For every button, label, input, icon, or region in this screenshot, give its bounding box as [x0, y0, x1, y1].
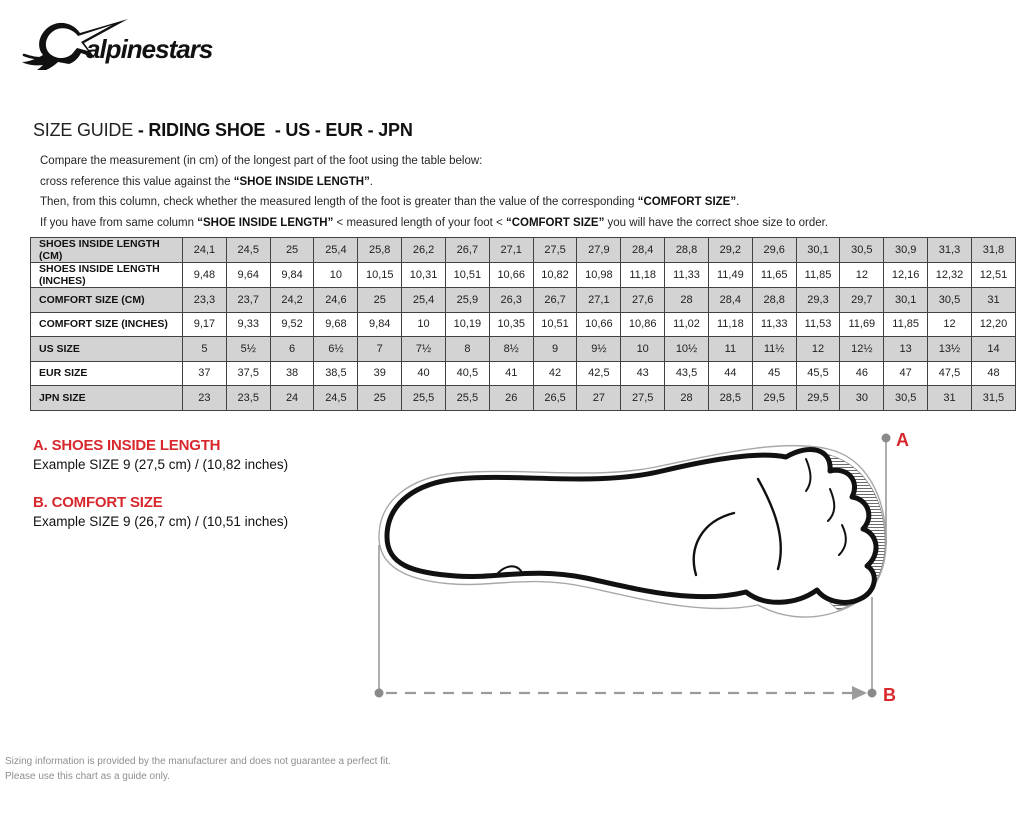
size-cell: 10,35: [489, 312, 533, 337]
row-label: COMFORT SIZE (CM): [31, 288, 183, 313]
size-cell: 10,98: [577, 263, 621, 288]
marker-b-label: B: [883, 685, 896, 705]
legend-a-title: A. SHOES INSIDE LENGTH: [33, 437, 221, 454]
size-cell: 5½: [226, 337, 270, 362]
table-row: [31, 361, 1016, 386]
size-cell: 28: [665, 386, 709, 411]
size-cell: 29,6: [752, 238, 796, 263]
size-cell: 10: [402, 312, 446, 337]
table-row: [31, 312, 1016, 337]
size-cell: 6½: [314, 337, 358, 362]
foot-measurement-diagram: [360, 415, 920, 715]
size-cell: 39: [358, 361, 402, 386]
legend-a-example: Example SIZE 9 (27,5 cm) / (10,82 inches): [33, 457, 289, 472]
size-cell: 28: [665, 288, 709, 313]
size-cell: 12: [928, 312, 972, 337]
size-cell: 23: [183, 386, 227, 411]
size-cell: 27: [577, 386, 621, 411]
size-cell: 24,5: [226, 238, 270, 263]
size-cell: 30,5: [928, 288, 972, 313]
size-guide-table: [30, 237, 1016, 411]
size-cell: 10,19: [445, 312, 489, 337]
legend-b-example: Example SIZE 9 (26,7 cm) / (10,51 inches): [33, 514, 289, 529]
intro-text: “SHOE INSIDE LENGTH”: [233, 175, 370, 188]
row-label: COMFORT SIZE (INCHES): [31, 312, 183, 337]
table-row: [31, 238, 1016, 263]
size-cell: 12,51: [971, 263, 1015, 288]
intro-text: “COMFORT SIZE”: [505, 216, 605, 229]
table-row: [31, 337, 1016, 362]
row-label: SHOES INSIDE LENGTH (CM): [31, 238, 183, 263]
size-cell: 11,85: [884, 312, 928, 337]
size-cell: 24: [270, 386, 314, 411]
size-cell: 10,15: [358, 263, 402, 288]
size-cell: 25,5: [445, 386, 489, 411]
instructions: [40, 151, 828, 233]
intro-text: Then, from this column, check whether the measured length of the foot is greater than the value of the corresponding: [40, 196, 638, 208]
measure-dot-heel: [375, 689, 384, 698]
size-cell: 12: [840, 263, 884, 288]
size-cell: 9,84: [270, 263, 314, 288]
size-cell: 11,33: [752, 312, 796, 337]
measure-dot-b: [868, 689, 877, 698]
size-cell: 41: [489, 361, 533, 386]
size-cell: 40,5: [445, 361, 489, 386]
size-cell: 12: [796, 337, 840, 362]
size-cell: 45: [752, 361, 796, 386]
intro-text: “SHOE INSIDE LENGTH”: [197, 216, 334, 229]
intro-text: < measured length of your foot <: [333, 216, 506, 229]
size-cell: 31,3: [928, 238, 972, 263]
size-cell: 31: [928, 386, 972, 411]
intro-line: [40, 151, 828, 172]
size-cell: 43: [621, 361, 665, 386]
size-cell: 11,53: [796, 312, 840, 337]
size-cell: 29,5: [796, 386, 840, 411]
size-cell: 11,85: [796, 263, 840, 288]
size-cell: 38,5: [314, 361, 358, 386]
size-cell: 30,9: [884, 238, 928, 263]
size-cell: 30,5: [884, 386, 928, 411]
size-cell: 23,3: [183, 288, 227, 313]
size-cell: 8: [445, 337, 489, 362]
size-cell: 9,84: [358, 312, 402, 337]
size-cell: 26,7: [533, 288, 577, 313]
footer-disclaimer: [5, 755, 391, 784]
page-title: [33, 120, 413, 141]
size-cell: 10: [314, 263, 358, 288]
size-cell: 27,5: [533, 238, 577, 263]
size-cell: 10,51: [533, 312, 577, 337]
size-cell: 37: [183, 361, 227, 386]
size-cell: 30,1: [884, 288, 928, 313]
arrowhead-icon: [852, 686, 867, 700]
intro-text: Compare the measurement (in cm) of the longest part of the foot using the table below:: [40, 155, 483, 167]
size-cell: 42: [533, 361, 577, 386]
size-cell: 6: [270, 337, 314, 362]
size-cell: 27,5: [621, 386, 665, 411]
size-cell: 25,4: [314, 238, 358, 263]
marker-a-label: A: [896, 430, 909, 450]
size-cell: 27,1: [489, 238, 533, 263]
size-cell: 11,18: [708, 312, 752, 337]
size-cell: 12,16: [884, 263, 928, 288]
size-cell: 26,2: [402, 238, 446, 263]
size-cell: 25: [358, 386, 402, 411]
table-row: [31, 263, 1016, 288]
size-cell: 10,66: [577, 312, 621, 337]
intro-text: cross reference this value against the: [40, 175, 234, 188]
size-cell: 10,86: [621, 312, 665, 337]
intro-text: If you have from same column: [40, 216, 198, 229]
size-cell: 40: [402, 361, 446, 386]
size-cell: 7½: [402, 337, 446, 362]
size-cell: 24,5: [314, 386, 358, 411]
size-cell: 14: [971, 337, 1015, 362]
size-cell: 27,1: [577, 288, 621, 313]
size-cell: 25: [270, 238, 314, 263]
size-cell: 31,8: [971, 238, 1015, 263]
size-cell: 11,18: [621, 263, 665, 288]
size-cell: 25,5: [402, 386, 446, 411]
size-cell: 30,5: [840, 238, 884, 263]
size-cell: 47,5: [928, 361, 972, 386]
row-label: EUR SIZE: [31, 361, 183, 386]
size-cell: 11,33: [665, 263, 709, 288]
size-cell: 13½: [928, 337, 972, 362]
size-cell: 8½: [489, 337, 533, 362]
size-cell: 25,8: [358, 238, 402, 263]
table-row: [31, 288, 1016, 313]
size-cell: 12,32: [928, 263, 972, 288]
intro-text: you will have the correct shoe size to order.: [604, 216, 829, 229]
size-cell: 28,8: [752, 288, 796, 313]
size-cell: 27,6: [621, 288, 665, 313]
size-cell: 9,33: [226, 312, 270, 337]
size-cell: 45,5: [796, 361, 840, 386]
size-cell: 12½: [840, 337, 884, 362]
intro-text: .: [369, 175, 373, 188]
size-cell: 9,52: [270, 312, 314, 337]
size-cell: 48: [971, 361, 1015, 386]
size-cell: 37,5: [226, 361, 270, 386]
size-cell: 42,5: [577, 361, 621, 386]
size-cell: 9: [533, 337, 577, 362]
size-cell: 25,9: [445, 288, 489, 313]
size-cell: 24,6: [314, 288, 358, 313]
size-cell: 26: [489, 386, 533, 411]
size-cell: 29,3: [796, 288, 840, 313]
logo-wordmark: alpinestars: [86, 34, 213, 64]
size-cell: 11,65: [752, 263, 796, 288]
row-label: SHOES INSIDE LENGTH (INCHES): [31, 263, 183, 288]
size-cell: 12,20: [971, 312, 1015, 337]
size-cell: 10,51: [445, 263, 489, 288]
size-cell: 13: [884, 337, 928, 362]
size-cell: 25: [358, 288, 402, 313]
measure-dot-a: [882, 434, 891, 443]
intro-line: [40, 213, 828, 234]
size-cell: 26,5: [533, 386, 577, 411]
row-label: JPN SIZE: [31, 386, 183, 411]
size-cell: 30: [840, 386, 884, 411]
size-cell: 11,49: [708, 263, 752, 288]
size-cell: 9,68: [314, 312, 358, 337]
intro-text: .: [736, 196, 740, 208]
size-cell: 23,7: [226, 288, 270, 313]
row-label: US SIZE: [31, 337, 183, 362]
alpinestars-logo: [16, 6, 256, 70]
size-cell: 9,17: [183, 312, 227, 337]
size-cell: 31: [971, 288, 1015, 313]
size-cell: 27,9: [577, 238, 621, 263]
size-cell: 10: [621, 337, 665, 362]
size-cell: 24,2: [270, 288, 314, 313]
size-cell: 10½: [665, 337, 709, 362]
size-cell: 28,5: [708, 386, 752, 411]
size-cell: 11,69: [840, 312, 884, 337]
size-cell: 26,3: [489, 288, 533, 313]
size-cell: 9½: [577, 337, 621, 362]
size-cell: 28,8: [665, 238, 709, 263]
legend-b-title: B. COMFORT SIZE: [33, 494, 163, 511]
footer-line-2: Please use this chart as a guide only.: [5, 770, 170, 782]
size-cell: 31,5: [971, 386, 1015, 411]
size-cell: 28,4: [621, 238, 665, 263]
size-cell: 44: [708, 361, 752, 386]
size-cell: 10,66: [489, 263, 533, 288]
size-cell: 11,02: [665, 312, 709, 337]
size-cell: 23,5: [226, 386, 270, 411]
size-cell: 25,4: [402, 288, 446, 313]
size-cell: 11: [708, 337, 752, 362]
size-cell: 5: [183, 337, 227, 362]
table-row: [31, 386, 1016, 411]
size-cell: 26,7: [445, 238, 489, 263]
size-cell: 9,48: [183, 263, 227, 288]
size-cell: 30,1: [796, 238, 840, 263]
title-regular: SIZE GUIDE: [33, 120, 138, 140]
size-cell: 29,5: [752, 386, 796, 411]
size-cell: 24,1: [183, 238, 227, 263]
intro-text: “COMFORT SIZE”: [637, 196, 737, 208]
intro-line: [40, 192, 828, 213]
footer-line-1: Sizing information is provided by the manufacturer and does not guarantee a perfect fit.: [5, 756, 391, 767]
title-bold: - RIDING SHOE - US - EUR - JPN: [137, 120, 413, 140]
size-cell: 11½: [752, 337, 796, 362]
size-cell: 28,4: [708, 288, 752, 313]
size-cell: 47: [884, 361, 928, 386]
size-cell: 7: [358, 337, 402, 362]
size-cell: 29,2: [708, 238, 752, 263]
size-cell: 46: [840, 361, 884, 386]
size-cell: 43,5: [665, 361, 709, 386]
size-cell: 10,31: [402, 263, 446, 288]
intro-line: [40, 172, 828, 193]
size-cell: 9,64: [226, 263, 270, 288]
size-cell: 29,7: [840, 288, 884, 313]
size-cell: 38: [270, 361, 314, 386]
size-cell: 10,82: [533, 263, 577, 288]
